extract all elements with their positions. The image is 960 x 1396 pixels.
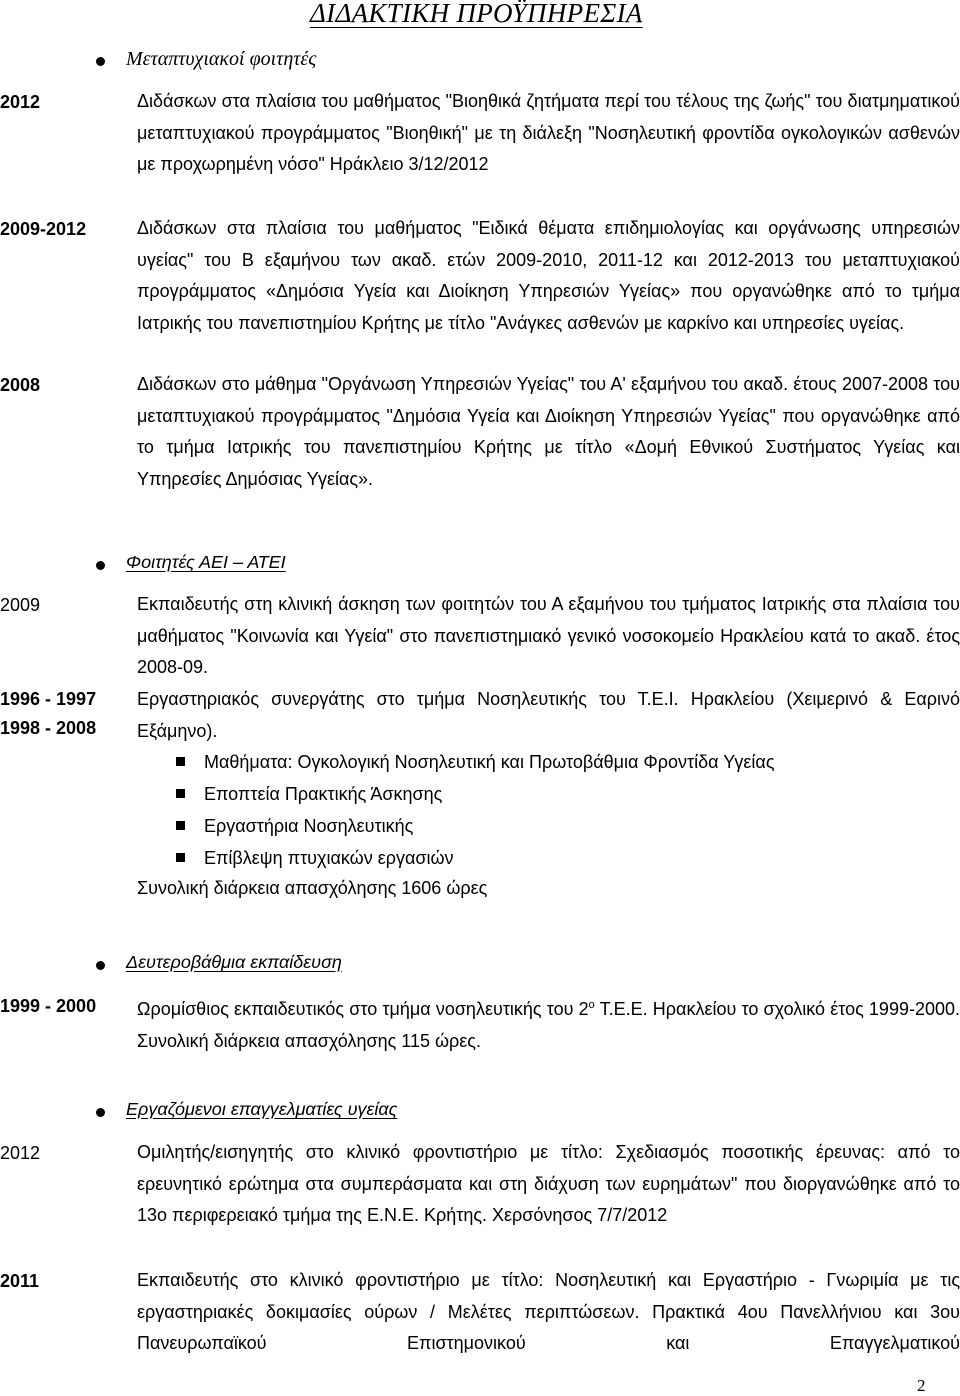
section-heading-postgrad: Μεταπτυχιακοί φοιτητές: [126, 48, 317, 70]
entry-year: 2011: [0, 1271, 40, 1291]
square-bullet-icon: [176, 789, 185, 798]
entry-year: 1999 - 2000: [0, 996, 97, 1016]
page-title: ΔΙΔΑΚΤΙΚΗ ΠΡΟΫΠΗΡΕΣΙΑ: [310, 0, 643, 28]
entry-year-second: 1998 - 2008: [0, 718, 97, 738]
entry-year: 2009-2012: [0, 219, 87, 239]
entry-year: 1996 - 1997: [0, 689, 97, 709]
list-item: Επίβλεψη πτυχιακών εργασιών: [176, 842, 775, 874]
entry-text: Διδάσκων στα πλαίσια του μαθήματος "Βιοηθικά ζητήματα περί του τέλους της ζωής" του διατμηματικού μεταπτυχιακού προγράμματος "Βιοηθική" με τη διάλεξη "Νοσηλευτική φροντίδα ογκολογικών ασθενών με προχωρημένη νόσο" Ηράκλειο 3/12/2012: [137, 91, 960, 175]
course-list: [176, 746, 775, 874]
section-heading-students: Φοιτητές ΑΕΙ – ΑΤΕΙ: [126, 552, 286, 572]
bullet-icon: [96, 961, 105, 970]
entry-text: Εκπαιδευτής στο κλινικό φροντιστήριο με τίτλο: Νοσηλευτική και Εργαστήριο - Γνωριμία με τις εργαστηριακές δοκιμασίες ούρων / Μελέτες περιπτώσεων. Πρακτικά 4ου Πανελλήνιου και 3ου Πανευρωπαϊκού Επιστημονικού και Επαγγελματικού: [137, 1270, 960, 1354]
entry-year: 2009: [0, 595, 41, 615]
entry-text: Εργαστηριακός συνεργάτης στο τμήμα Νοσηλευτικής του Τ.Ε.Ι. Ηρακλείου (Χειμερινό & Εαρινό Εξάμηνο).: [137, 689, 960, 741]
bullet-icon: [96, 57, 105, 66]
bullet-icon: [96, 561, 105, 570]
entry-text: Ωρομίσθιος εκπαιδευτικός στο τμήμα νοσηλευτικής του $2^o$ Τ.Ε.Ε. Ηρακλείου το σχολικό έτος 1999-2000. Συνολική διάρκεια απασχόλησης 115 ώρες.: [137, 999, 960, 1051]
square-bullet-icon: [176, 821, 185, 830]
square-bullet-icon: [176, 853, 185, 862]
entry-year: 2008: [0, 375, 41, 395]
total-hours: Συνολική διάρκεια απασχόλησης 1606 ώρες: [137, 878, 488, 898]
entry-text: Ομιλητής/εισηγητής στο κλινικό φροντιστήριο με τίτλο: Σχεδιασμός ποσοτικής έρευνας: από το ερευνητικό ερώτημα στα συμπεράσματα και στη διάχυση των ευρημάτων" που διοργανώθηκε από το 13ο περιφερειακό τμήμα της Ε.Ν.Ε. Κρήτης. Χερσόνησος 7/7/2012: [137, 1142, 960, 1226]
bullet-icon: [96, 1108, 105, 1117]
list-item: Εποπτεία Πρακτικής Άσκησης: [176, 778, 775, 810]
entry-text: Εκπαιδευτής στη κλινική άσκηση των φοιτητών του Α εξαμήνου του τμήματος Ιατρικής στα πλαίσια του μαθήματος "Κοινωνία και Υγεία" στο πανεπιστημιακό γενικό νοσοκομείο Ηρακλείου κατά το ακαδ. έτος 2008-09.: [137, 594, 960, 678]
section-heading-professionals: Εργαζόμενοι επαγγελματίες υγείας: [126, 1099, 398, 1119]
entry-text: Διδάσκων στα πλαίσια του μαθήματος "Ειδικά θέματα επιδημιολογίας και οργάνωσης υπηρεσιών υγείας" του Β εξαμήνου των ακαδ. ετών 2009-2010, 2011-12 και 2012-2013 του μεταπτυχιακού προγράμματος «Δημόσια Υγεία και Διοίκηση Υπηρεσιών Υγείας» που οργανώθηκε από το τμήμα Ιατρικής του πανεπιστημίου Κρήτης με τίτλο "Ανάγκες ασθενών με καρκίνο και υπηρεσίες υγείας.: [137, 218, 960, 333]
page-number: 2: [917, 1376, 926, 1395]
entry-year: 2012: [0, 92, 41, 112]
section-heading-secondary: Δευτεροβάθμια εκπαίδευση: [126, 952, 342, 972]
list-item: Εργαστήρια Νοσηλευτικής: [176, 810, 775, 842]
list-item: Μαθήματα: Ογκολογική Νοσηλευτική και Πρωτοβάθμια Φροντίδα Υγείας: [176, 746, 775, 778]
entry-year: 2012: [0, 1143, 41, 1163]
entry-text: Διδάσκων στο μάθημα "Οργάνωση Υπηρεσιών Υγείας" του Α' εξαμήνου του ακαδ. έτους 2007-2008 του μεταπτυχιακού προγράμματος "Δημόσια Υγεία και Διοίκηση Υπηρεσιών Υγείας" που οργανώθηκε από το τμήμα Ιατρικής του πανεπιστημίου Κρήτης με τίτλο «Δομή Εθνικού Συστήματος Υγείας και Υπηρεσίες Δημόσιας Υγείας».: [137, 374, 960, 489]
square-bullet-icon: [176, 757, 185, 766]
